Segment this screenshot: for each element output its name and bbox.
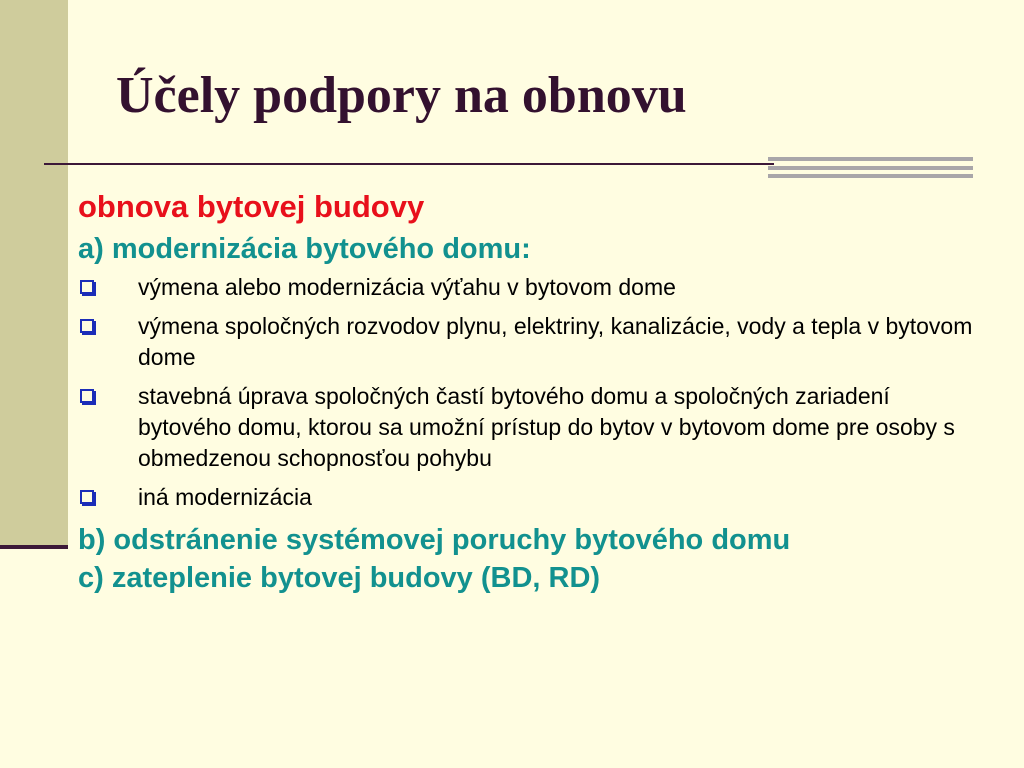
list-item xyxy=(78,272,978,303)
section-c-label: c) zateplenie bytovej budovy (BD, RD) xyxy=(78,562,601,594)
slide-heading: obnova bytovej budovy xyxy=(78,189,425,224)
list-item xyxy=(78,482,978,513)
slide-body xyxy=(78,186,978,597)
side-band-decoration xyxy=(0,0,68,548)
hollow-square-bullet-icon xyxy=(80,389,94,403)
list-item-text: výmena spoločných rozvodov plynu, elektriny, kanalizácie, vody a tepla v bytovom dome xyxy=(138,313,973,370)
list-item-text: výmena alebo modernizácia výťahu v bytovom dome xyxy=(138,274,676,300)
section-b-label: b) odstránenie systémovej poruchy bytového domu xyxy=(78,524,791,556)
list-item xyxy=(78,311,978,373)
bullet-list xyxy=(78,272,978,513)
title-bar xyxy=(768,174,973,178)
title-bar xyxy=(768,166,973,170)
list-item-text: iná modernizácia xyxy=(138,484,312,510)
slide-title: Účely podpory na obnovu xyxy=(116,67,687,124)
hollow-square-bullet-icon xyxy=(80,319,94,333)
hollow-square-bullet-icon xyxy=(80,490,94,504)
title-underline xyxy=(44,163,774,165)
side-rule-decoration xyxy=(0,545,68,549)
section-a-label: a) modernizácia bytového domu: xyxy=(78,233,531,265)
title-bars-decoration xyxy=(768,157,973,179)
hollow-square-bullet-icon xyxy=(80,280,94,294)
list-item xyxy=(78,381,978,474)
title-bar xyxy=(768,157,973,161)
list-item-text: stavebná úprava spoločných častí bytového domu a spoločných zariadení bytového domu, ktorou sa umožní prístup do bytov v bytovom dome pre osoby s obmedzenou schopnosťou pohybu xyxy=(138,383,955,471)
